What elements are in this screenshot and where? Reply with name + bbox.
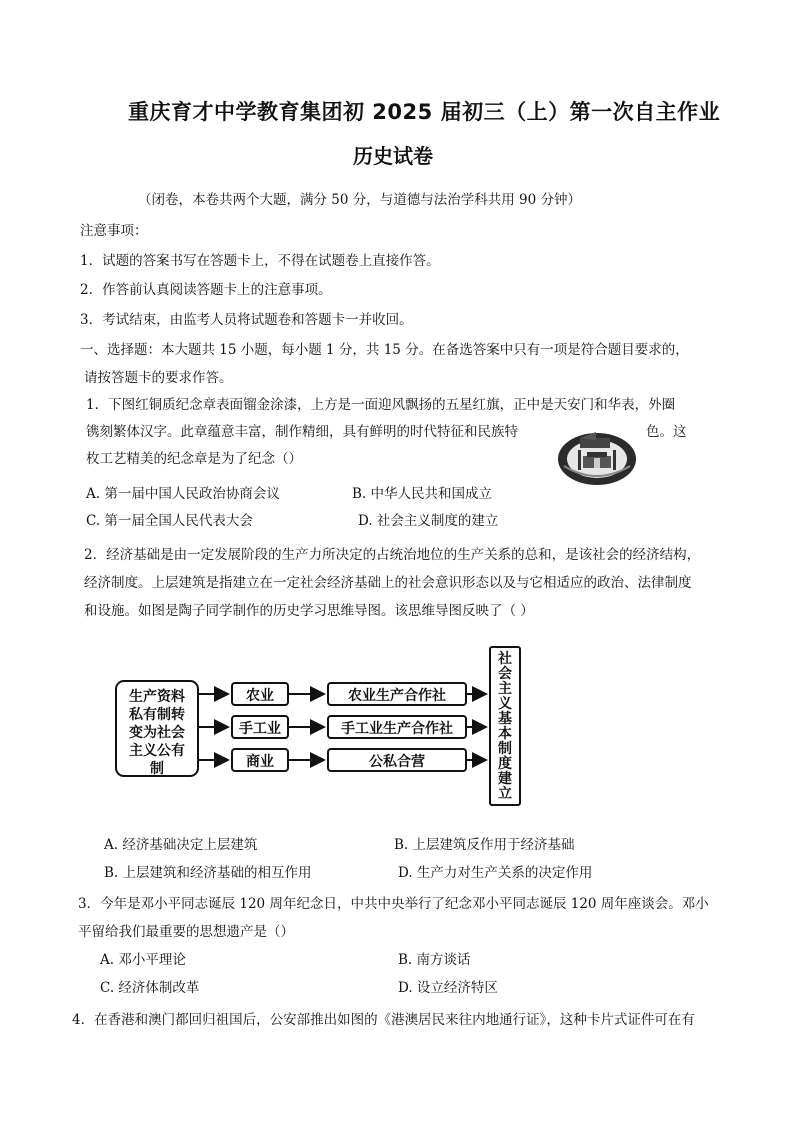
final-char: 制 [498,741,512,757]
section-heading: 一、选择题：本大题共 15 小题，每小题 1 分，共 15 分。在备选答案中只有一项是符合题目要求的， [80,342,689,358]
mind-map-diagram [112,643,532,808]
category-label: 手工业 [239,721,281,737]
result-label: 手工业生产合作社 [341,721,453,737]
commemorative-medal-image [556,428,638,486]
paper-subtitle: 历史试卷 [353,144,433,168]
paper-title: 重庆育才中学教育集团初 2025 届初三（上）第一次自主作业 [128,100,721,124]
source-text-line: 生产资料 [129,689,185,705]
final-char: 本 [498,726,512,742]
exam-note: （闭卷，本卷共两个大题，满分 50 分，与道德与法治学科共用 90 分钟） [138,192,582,208]
q1-option-d[interactable]: D. 社会主义制度的建立 [358,513,499,529]
notice-heading: 注意事项： [80,223,148,239]
q2-option-d[interactable]: D. 生产力对生产关系的决定作用 [398,865,593,881]
category-label: 农业 [246,688,274,704]
source-text-line: 制 [150,761,164,777]
notice-item: 1．试题的答案书写在答题卡上，不得在试题卷上直接作答。 [80,253,440,269]
q1-stem-line: 枚工艺精美的纪念章是为了纪念（） [86,451,302,467]
notice-item: 2．作答前认真阅读答题卡上的注意事项。 [80,282,332,298]
q2-stem-line: 2．经济基础是由一定发展阶段的生产力所决定的占统治地位的生产关系的总和，是该社会的经济结构， [84,547,701,563]
category-label: 商业 [246,754,274,770]
q2-stem-line: 和设施。如图是陶子同学制作的历史学习思维导图。该思维导图反映了（ ） [84,603,534,619]
final-char: 建 [498,771,512,787]
final-char: 社 [498,651,512,667]
final-char: 立 [498,786,512,802]
source-text-line: 私有制转 [129,707,185,723]
final-char: 义 [498,696,512,712]
section-instruction: 请按答题卡的要求作答。 [84,370,233,386]
q3-option-d[interactable]: D. 设立经济特区 [398,980,498,996]
result-label: 公私合营 [369,754,425,770]
q2-option-a[interactable]: A. 经济基础决定上层建筑 [104,837,258,853]
notice-item: 3．考试结束，由监考人员将试题卷和答题卡一并收回。 [80,312,413,328]
q1-stem-line: 1．下图红铜质纪念章表面镏金涂漆，上方是一面迎风飘扬的五星红旗，正中是天安门和华表，外圈 [86,397,676,413]
q3-option-b[interactable]: B. 南方谈话 [398,952,471,968]
q1-option-b[interactable]: B. 中华人民共和国成立 [352,486,493,502]
q3-stem-line: 平留给我们最重要的思想遗产是（） [78,924,294,940]
q2-option-c[interactable]: B. 上层建筑和经济基础的相互作用 [104,865,312,881]
final-char: 基 [498,711,512,727]
q2-stem-line: 经济制度。上层建筑是指建立在一定社会经济基础上的社会意识形态以及与它相适应的政治、法律制度 [84,575,692,591]
q3-option-a[interactable]: A. 邓小平理论 [100,952,186,968]
q3-option-c[interactable]: C. 经济体制改革 [100,980,200,996]
final-char: 主 [498,681,512,697]
final-char: 会 [498,666,512,682]
q2-option-b[interactable]: B. 上层建筑反作用于经济基础 [394,837,575,853]
q4-stem-line: 4．在香港和澳门都回归祖国后，公安部推出如图的《港澳居民来往内地通行证》，这种卡片式证件可在有 [72,1012,695,1028]
result-label: 农业生产合作社 [348,688,446,704]
q3-stem-line: 3．今年是邓小平同志诞辰 120 周年纪念日，中共中央举行了纪念邓小平同志诞辰 120 周年座谈会。邓小 [78,896,709,912]
q1-option-c[interactable]: C. 第一届全国人民代表大会 [86,513,253,529]
q1-stem-line: 镌刻繁体汉字。此章蕴意丰富，制作精细，具有鲜明的时代特征和民族特 [86,424,518,440]
q1-stem-line: 色。这 [646,424,687,440]
q1-option-a[interactable]: A. 第一届中国人民政治协商会议 [86,486,280,502]
final-char: 度 [498,756,512,772]
source-text-line: 变为社会 [129,725,185,741]
source-text-line: 主义公有 [129,743,185,759]
